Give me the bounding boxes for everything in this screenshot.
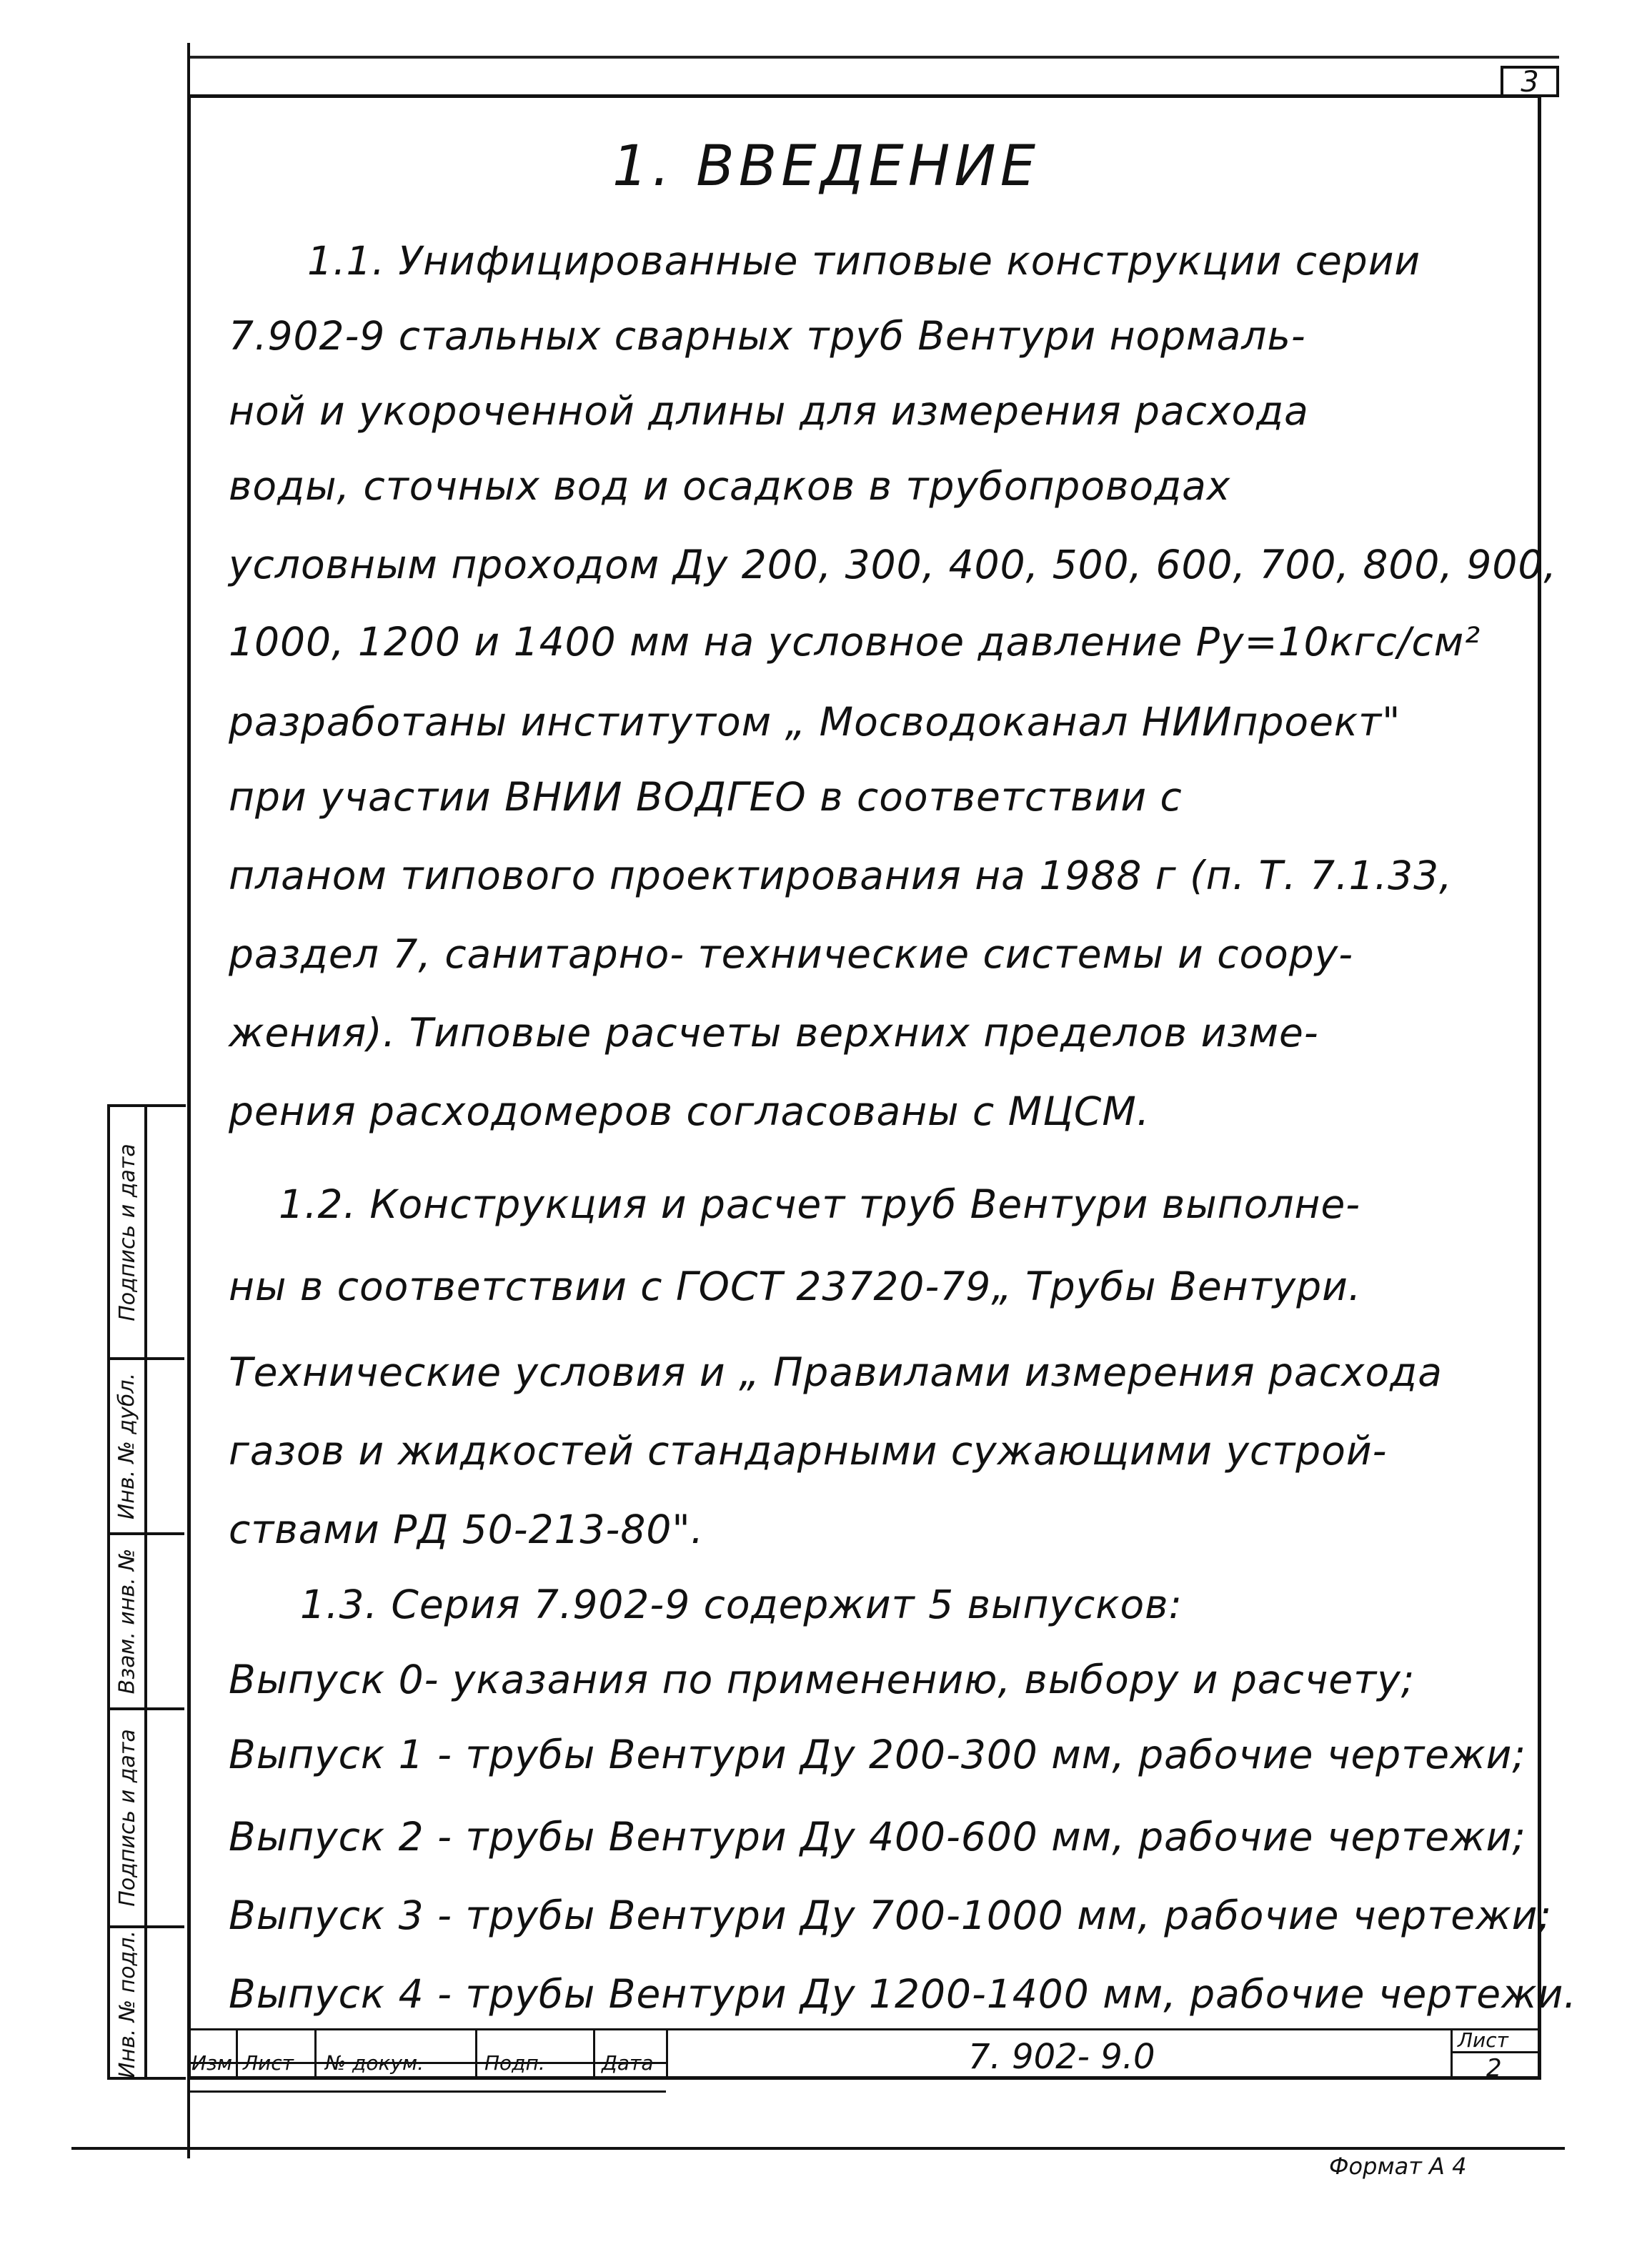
text-line: Технические условия и „ Правилами измерения расхода	[229, 1349, 1443, 1395]
side-label: Инв. № дубл.	[114, 1372, 140, 1520]
document-code: 7. 902- 9.0	[968, 2037, 1155, 2077]
side-cell	[110, 1107, 184, 1357]
sheet-number: 2	[1486, 2054, 1502, 2083]
stamp-line	[236, 2028, 238, 2080]
text-line: жения). Типовые расчеты верхних пределов изме-	[229, 1010, 1319, 1056]
text-line: раздел 7, санитарно- технические системы и соору-	[229, 931, 1354, 977]
stamp-col-label: № докум.	[325, 2051, 424, 2075]
side-label: Подпись и дата	[114, 1729, 140, 1907]
stamp-line	[593, 2028, 595, 2080]
stamp-col-label: Лист	[243, 2051, 294, 2075]
text-line: 1.2. Конструкция и расчет труб Вентури выполне-	[279, 1181, 1361, 1227]
text-line: 7.902-9 стальных сварных труб Вентури нормаль-	[229, 313, 1306, 359]
left-margin-line	[187, 43, 190, 2158]
text-line: Выпуск 2 - трубы Вентури Ду 400-600 мм, рабочие чертежи;	[229, 1814, 1526, 1860]
text-line: рения расходомеров согласованы с МЦСМ.	[229, 1088, 1150, 1134]
stamp-line	[475, 2028, 477, 2080]
text-line: 1.1. Унифицированные типовые конструкции серии	[307, 238, 1421, 284]
side-cell	[110, 1925, 184, 2080]
stamp-col-label: Подп.	[484, 2051, 545, 2075]
page-title: 1. ВВЕДЕНИЕ	[612, 134, 1040, 199]
sheet-label: Лист	[1458, 2028, 1508, 2052]
page-number: 3	[1501, 66, 1559, 97]
text-line: ствами РД 50-213-80".	[229, 1507, 705, 1552]
side-cell	[110, 1707, 184, 1925]
side-approval-strip	[107, 1104, 186, 2080]
format-label: Формат А 4	[1329, 2153, 1467, 2180]
text-line: 1000, 1200 и 1400 мм на условное давление Ру=10кгс/см²	[229, 619, 1481, 665]
text-line: газов и жидкостей стандарными сужающими устрой-	[229, 1428, 1388, 1474]
text-line: планом типового проектирования на 1988 г (п. Т. 7.1.33,	[229, 853, 1453, 898]
text-line: 1.3. Серия 7.902-9 содержит 5 выпусков:	[300, 1582, 1183, 1627]
stamp-col-label: Дата	[602, 2051, 654, 2075]
stamp-line	[314, 2028, 317, 2080]
side-cell	[110, 1357, 184, 1532]
text-line: Выпуск 3 - трубы Вентури Ду 700-1000 мм, рабочие чертежи;	[229, 1893, 1552, 1938]
text-line: ной и укороченной длины для измерения расхода	[229, 388, 1309, 434]
bottom-rule	[71, 2147, 1565, 2150]
text-line: Выпуск 1 - трубы Вентури Ду 200-300 мм, рабочие чертежи;	[229, 1732, 1526, 1777]
stamp-line	[1451, 2028, 1453, 2080]
side-cell	[110, 1532, 184, 1707]
text-line: разработаны институтом „ Мосводоканал НИИпроект"	[229, 699, 1401, 745]
text-line: Выпуск 4 - трубы Вентури Ду 1200-1400 мм, рабочие чертежи.	[229, 1971, 1577, 2017]
side-label: Инв. № подл.	[114, 1930, 140, 2078]
text-line: ны в соответствии с ГОСТ 23720-79„ Трубы Вентури.	[229, 1264, 1362, 1309]
side-label: Подпись и дата	[114, 1143, 140, 1321]
side-label: Взам. инв. №	[114, 1548, 140, 1695]
text-line: воды, сточных вод и осадков в трубопроводах	[229, 463, 1231, 509]
text-line: при участии ВНИИ ВОДГЕО в соответствии с	[229, 774, 1183, 820]
stamp-col-label: Изм	[191, 2051, 232, 2075]
text-line: условным проходом Ду 200, 300, 400, 500, 600, 700, 800, 900,	[229, 542, 1557, 587]
stamp-line	[666, 2028, 668, 2080]
stamp-line	[187, 2028, 1541, 2030]
text-line: Выпуск 0- указания по применению, выбору и расчету;	[229, 1657, 1415, 1702]
stamp-line	[187, 2090, 666, 2093]
frame-top-line	[187, 56, 1559, 59]
